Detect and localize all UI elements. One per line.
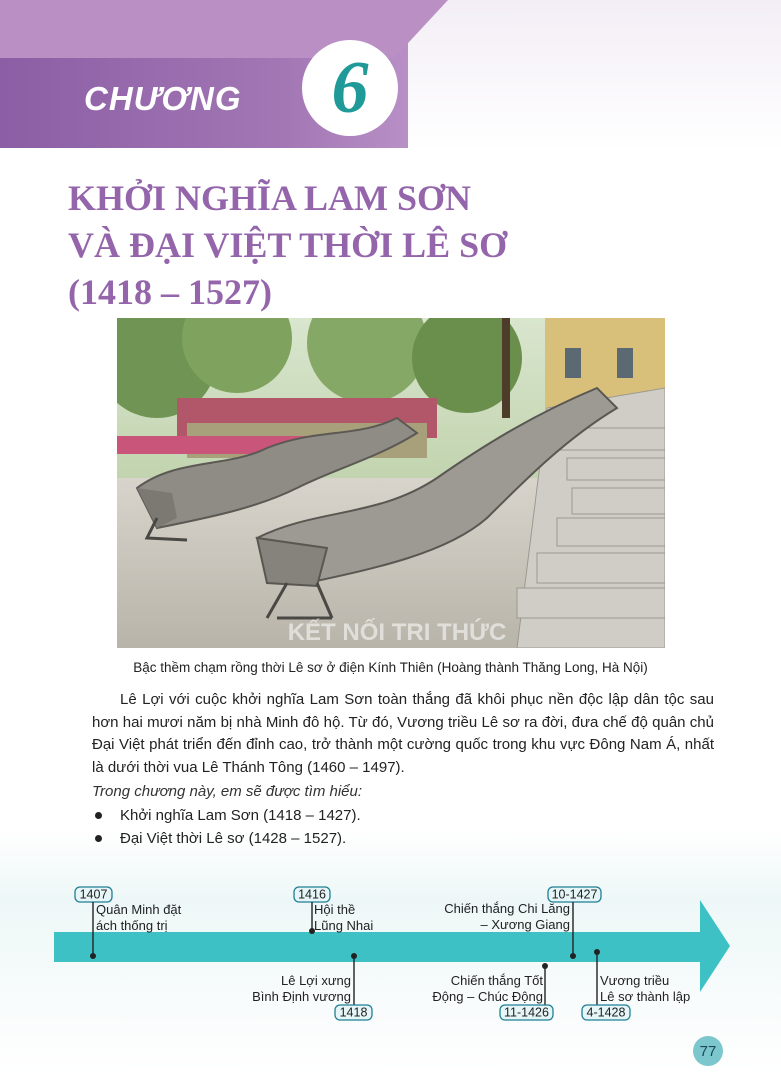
chapter-number-badge — [302, 40, 398, 136]
timeline — [0, 880, 781, 1030]
chapter-title — [68, 175, 507, 316]
chapter-title-line: KHỞI NGHĨA LAM SƠN — [68, 178, 472, 218]
body-paragraph: Lê Lợi với cuộc khởi nghĩa Lam Sơn toàn thắng đã khôi phục nền độc lập dân tộc sau hơn hai mươi năm bị nhà Minh đô hộ. Từ đó, Vương triều Lê sơ ra đời, đưa chế độ quân chủ Đại Việt phát triển đến đỉnh cao, trở thành một cường quốc trong khu vực Đông Nam Á, nhất là dưới thời vua Lê Thánh Tông (1460 – 1497). — [92, 691, 714, 776]
chapter-banner-top — [0, 0, 448, 58]
timeline-event — [252, 953, 372, 1020]
timeline-label: Lê Lợi xưng — [281, 973, 351, 988]
list-item: Khởi nghĩa Lam Sơn (1418 – 1427). — [92, 804, 361, 827]
timeline-label: Lê sơ thành lập — [600, 989, 691, 1004]
dragon-staircase-photo — [117, 318, 665, 648]
page-number: 77 — [693, 1036, 723, 1066]
chapter-label: CHƯƠNG — [84, 80, 242, 117]
watermark-text: KẾT NỐI TRI THỨC — [287, 619, 507, 646]
chapter-title-years: (1418 – 1527) — [68, 272, 272, 312]
timeline-date: 1407 — [79, 887, 108, 902]
timeline-label: Quân Minh đặt — [96, 902, 182, 917]
list-item: Đại Việt thời Lê sơ (1428 – 1527). — [92, 827, 361, 850]
timeline-label: Lũng Nhai — [314, 918, 374, 933]
chapter-number: 6 — [331, 47, 369, 129]
timeline-date: 10-1427 — [551, 887, 598, 902]
timeline-date: 1418 — [339, 1005, 368, 1020]
timeline-label: Bình Định vương — [252, 989, 351, 1004]
timeline-label: Vương triều — [600, 973, 670, 988]
timeline-date: 11-1426 — [504, 1005, 549, 1020]
timeline-label: Chiến thắng Chi Lăng — [444, 901, 570, 916]
timeline-date: 4-1428 — [586, 1005, 626, 1020]
timeline-label: Hội thề — [314, 902, 356, 917]
timeline-label: Động – Chúc Động — [432, 989, 543, 1004]
photo-caption: Bậc thềm chạm rồng thời Lê sơ ở điện Kính Thiên (Hoàng thành Thăng Long, Hà Nội) — [133, 660, 648, 675]
topic-list — [92, 804, 361, 850]
intro-text: Trong chương này, em sẽ được tìm hiểu: — [92, 783, 363, 800]
chapter-title-line: VÀ ĐẠI VIỆT THỜI LÊ SƠ — [68, 225, 508, 265]
timeline-label: Chiến thắng Tốt — [450, 973, 543, 988]
timeline-event — [432, 963, 553, 1020]
timeline-label: ách thống trị — [96, 918, 168, 933]
timeline-date: 1416 — [298, 887, 326, 902]
timeline-event — [294, 887, 373, 934]
timeline-label: – Xương Giang — [480, 917, 570, 932]
